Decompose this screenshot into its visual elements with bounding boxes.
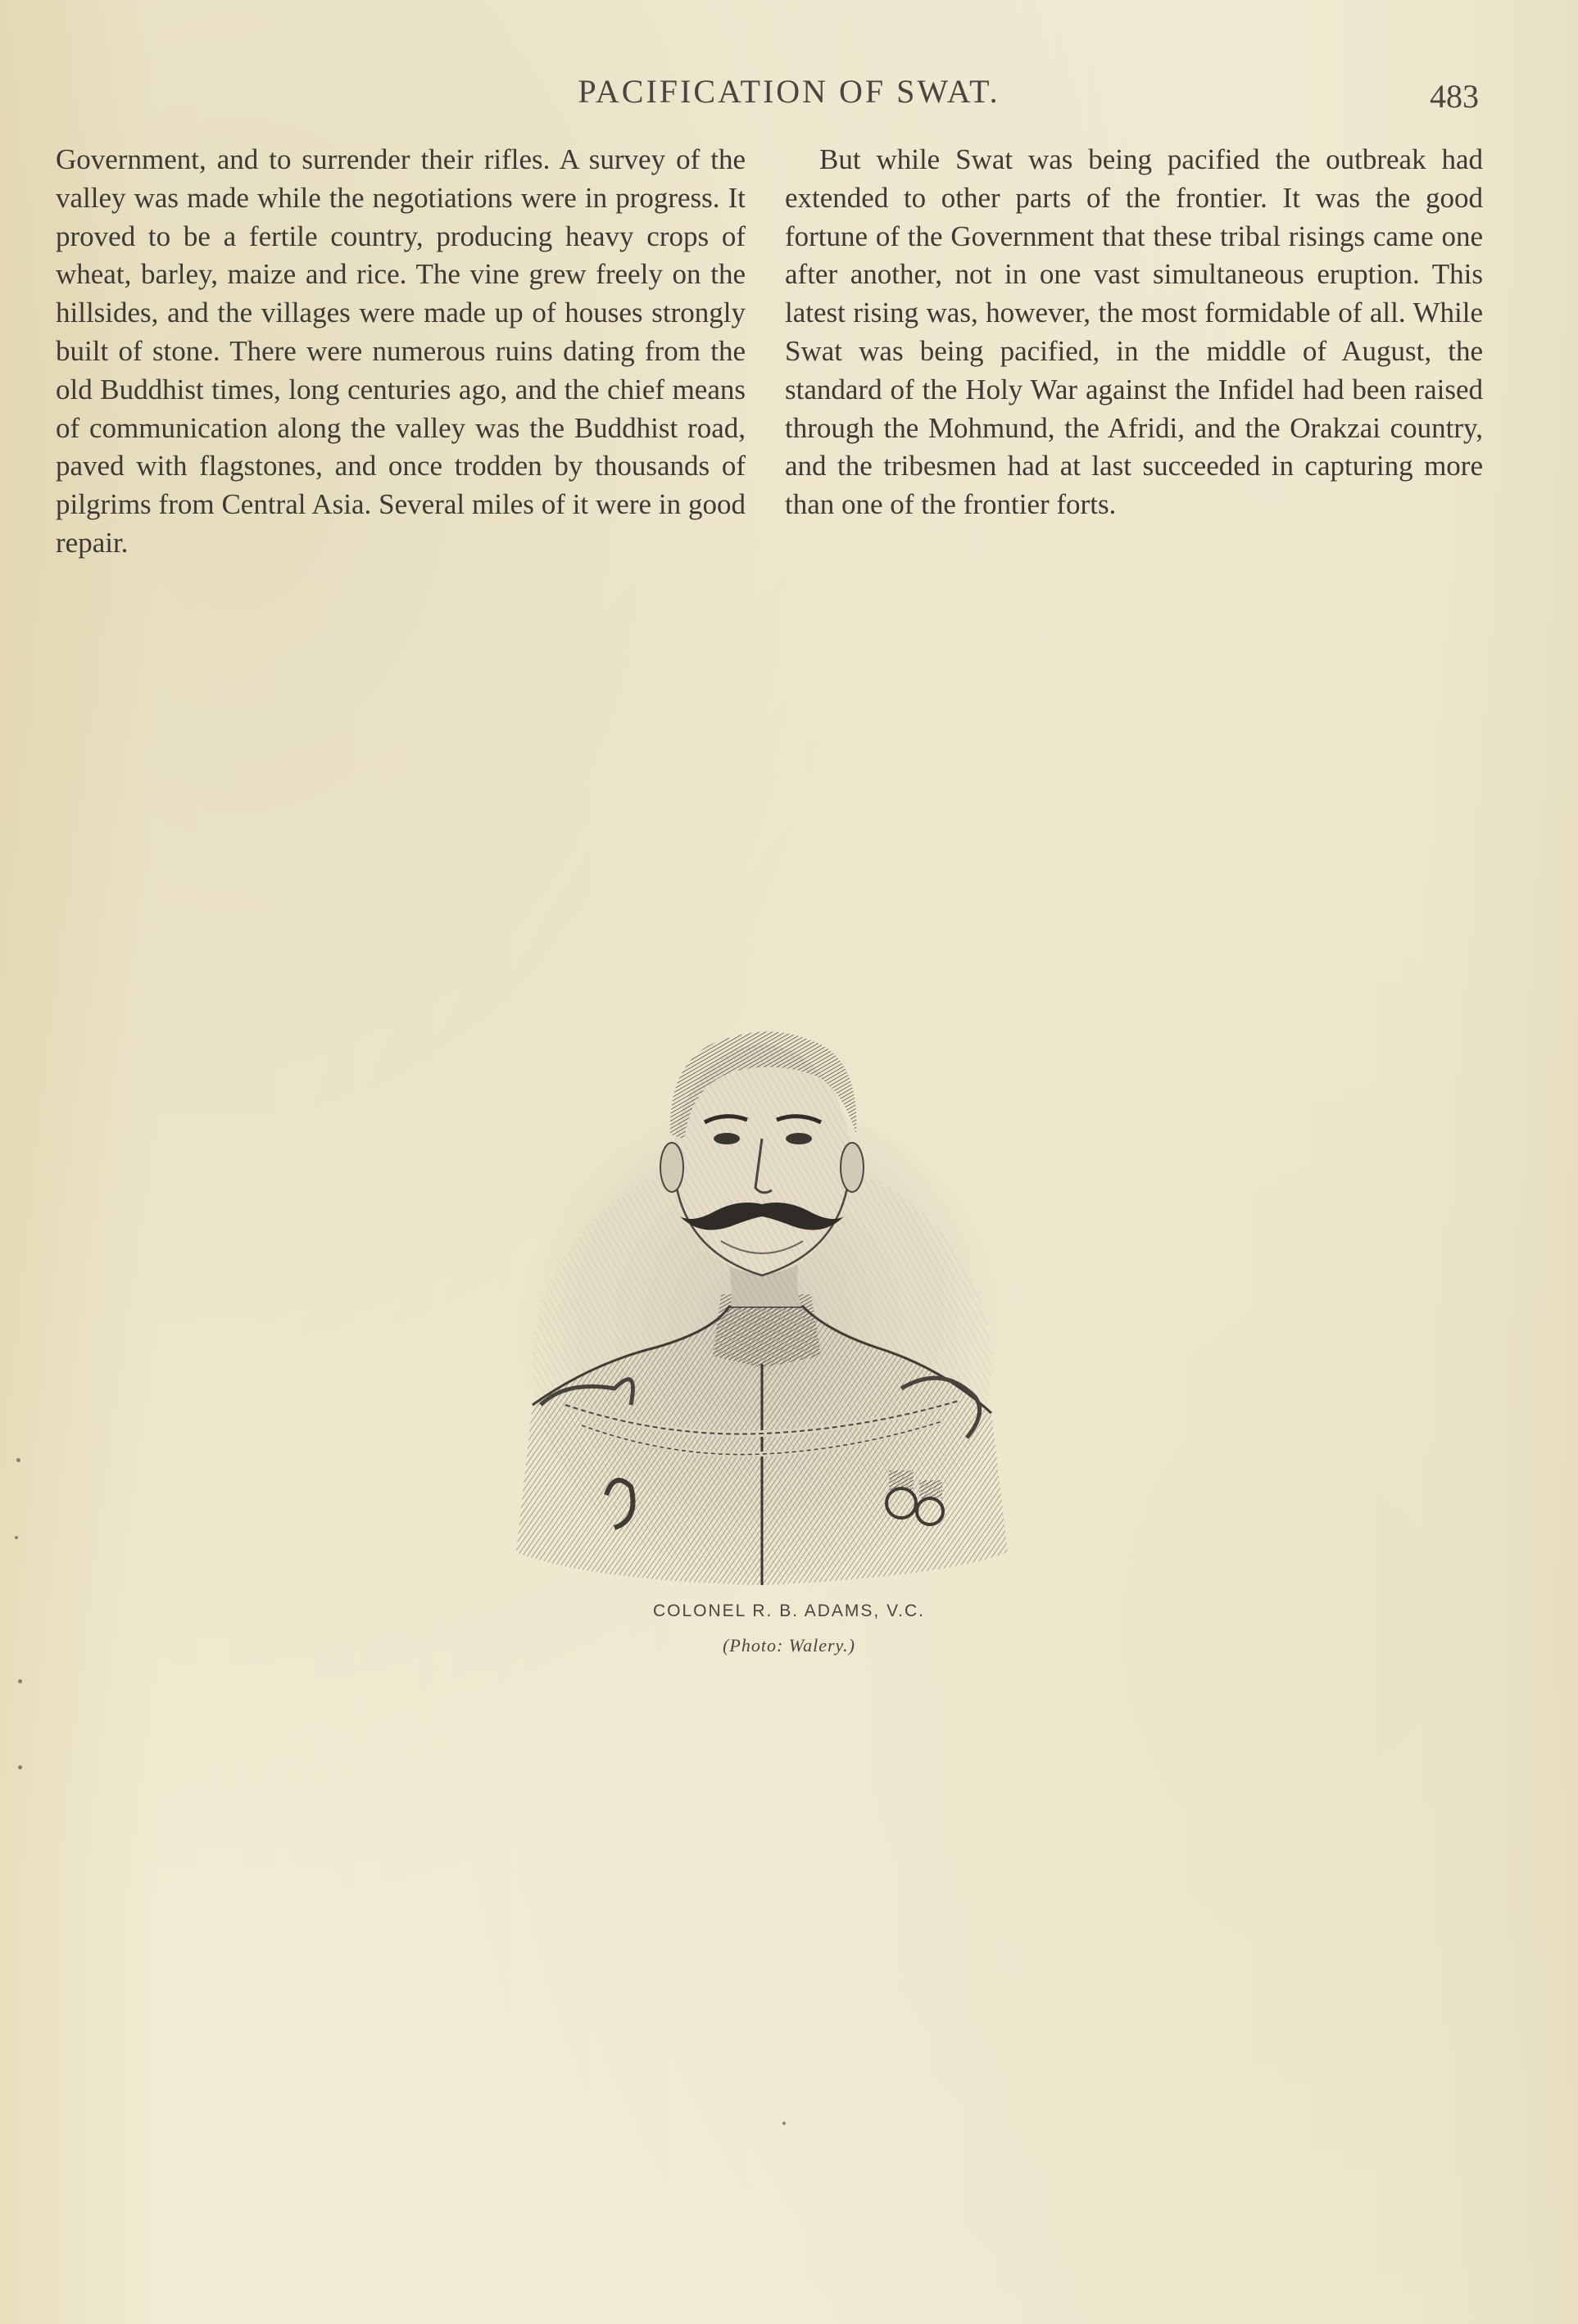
paper-speck bbox=[782, 2122, 786, 2125]
photo-credit: (Photo: Walery.) bbox=[723, 1635, 855, 1656]
paper-speck bbox=[16, 1458, 20, 1462]
left-column-text: Government, and to surrender their rifles. A survey of the valley was made while the negotiations were in progress. It proved to be a fertile country, producing heavy crops of wheat, barley, maize and rice. The vine grew freely on the hillsides, and the villages were made up of houses strongly built of stone. There were numerous ruins dating from the old Buddhist times, long centuries ago, and the chief means of communication along the valley was the Buddhist road, paved with flagstones, and once trodden by thousands of pilgrims from Central Asia. Several miles of it were in good repair. bbox=[56, 143, 746, 559]
right-column-text: But while Swat was being pacified the outbreak had extended to other parts of the frontier. It was the good fortune of the Government that these tribal risings came one after another, not in one vast simultaneous eruption. This latest rising was, however, the most formidable of all. While Swat was being pacified, in the middle of August, the standard of the Holy War against the Infidel had been raised through the Mohmund, the Afridi, and the Orakzai country, and the tribesmen had at last succeeded in capturing more than one of the frontier forts. bbox=[785, 143, 1483, 521]
portrait-engraving bbox=[516, 979, 1008, 1585]
paper-speck bbox=[18, 1765, 22, 1769]
running-head: PACIFICATION OF SWAT. bbox=[578, 73, 1000, 110]
paper-speck bbox=[15, 1536, 18, 1539]
figure-caption: COLONEL R. B. ADAMS, V.C. bbox=[652, 1601, 926, 1620]
page-number: 483 bbox=[1430, 78, 1479, 115]
paper-speck bbox=[18, 1679, 22, 1683]
